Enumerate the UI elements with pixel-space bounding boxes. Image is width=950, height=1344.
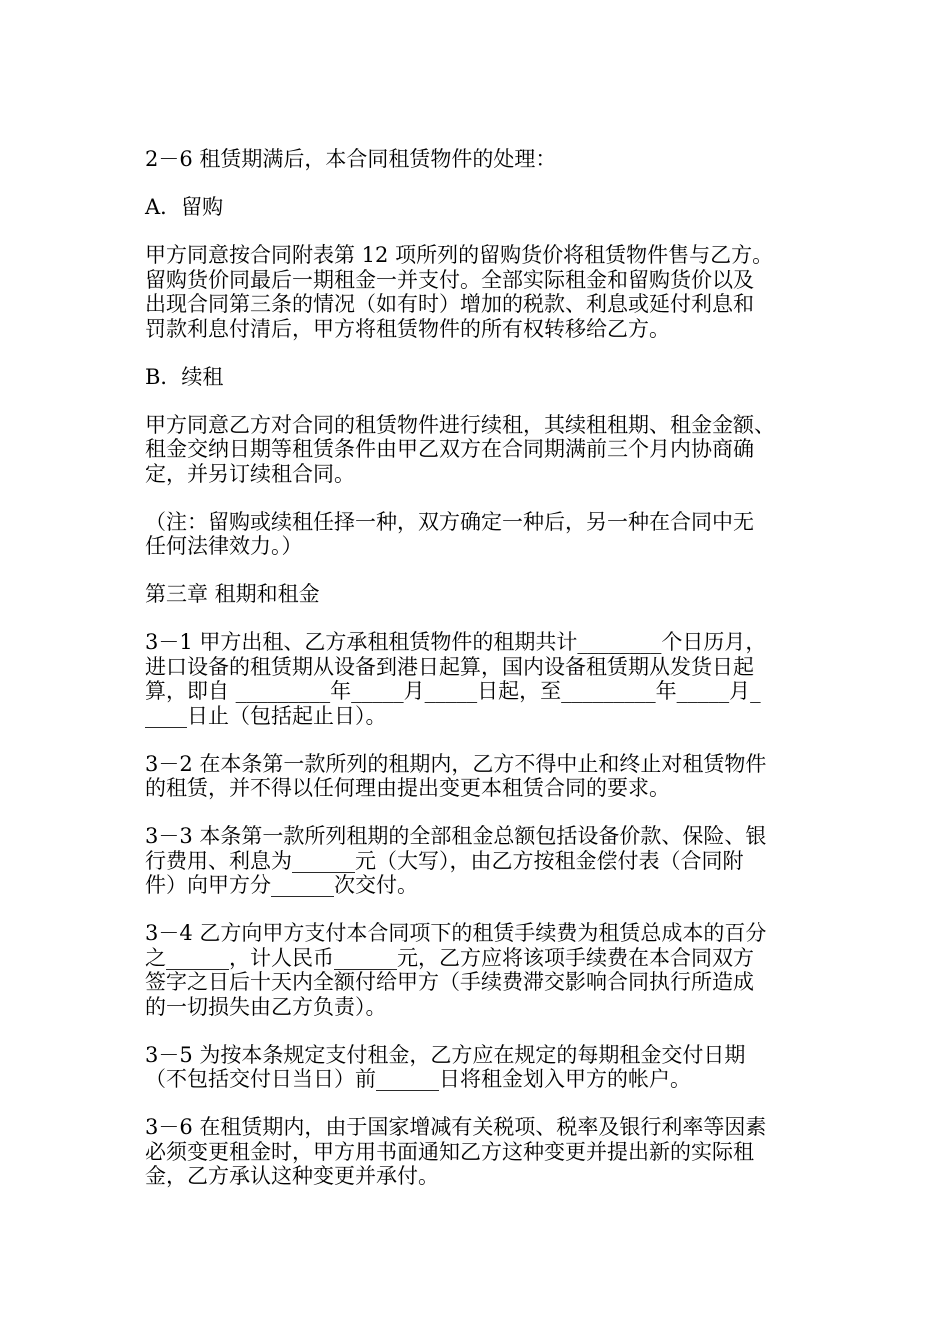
text-line: 3－2 在本条第一款所列的租期内，乙方不得中止和终止对租赁物件 [145, 751, 767, 776]
text-line: 甲方同意乙方对合同的租赁物件进行续租，其续租租期、租金金额、 [145, 412, 775, 437]
paragraph-option-a-heading [145, 195, 810, 220]
text-line: 3－6 在租赁期内，由于国家增减有关税项、税率及银行利率等因素 [145, 1115, 767, 1139]
paragraph-option-b-heading [145, 365, 810, 390]
paragraph-option-b-body [145, 413, 810, 487]
text-line: 签字之日后十天内全额付给甲方（手续费滞交影响合同执行所造成 [145, 970, 754, 994]
text-line: 2－6 租赁期满后，本合同租赁物件的处理： [145, 147, 557, 171]
text-line: 定，并另订续租合同。 [145, 461, 355, 486]
paragraph-clause-3-4 [145, 921, 810, 1019]
text-line: 罚款利息付清后，甲方将租赁物件的所有权转移给乙方。 [145, 316, 670, 341]
paragraph-clause-3-6 [145, 1115, 810, 1189]
text-line: 件）向甲方分______次交付。 [145, 873, 418, 897]
text-line: 甲方同意按合同附表第 12 项所列的留购货价将租赁物件售与乙方。 [145, 243, 774, 267]
text-line: 3－4 乙方向甲方支付本合同项下的租赁手续费为租赁总成本的百分 [145, 921, 767, 945]
text-line: 必须变更租金时，甲方用书面通知乙方这种变更并提出新的实际租 [145, 1139, 754, 1164]
text-line: 金，乙方承认这种变更并承付。 [145, 1164, 439, 1188]
text-line: 之______，计人民币______元，乙方应将该项手续费在本合同双方 [145, 945, 754, 970]
paragraph-note [145, 510, 810, 559]
text-line: 3－1 甲方出租、乙方承租租赁物件的租期共计________个日历月， [145, 630, 767, 654]
paragraph-clause-3-2 [145, 752, 810, 801]
text-line: 租金交纳日期等租赁条件由甲乙双方在合同期满前三个月内协商确 [145, 437, 754, 461]
text-line: ____日止（包括起止日）。 [145, 703, 387, 728]
paragraph-option-a-body [145, 243, 810, 341]
text-line: 算，即自 _________年_____月_____日起，至_________年_____月_ [145, 679, 761, 703]
text-line: 3－3 本条第一款所列租期的全部租金总额包括设备价款、保险、银 [145, 824, 767, 848]
text-line: B．续租 [145, 364, 224, 389]
text-line: 行费用、利息为______元（大写），由乙方按租金偿付表（合同附 [145, 848, 744, 873]
paragraph-clause-3-3 [145, 824, 810, 898]
text-line: （注：留购或续租任择一种，双方确定一种后，另一种在合同中无 [145, 509, 754, 534]
paragraph-chapter-3-heading [145, 582, 810, 607]
text-line: 的一切损失由乙方负责）。 [145, 994, 387, 1019]
text-line: 出现合同第三条的情况（如有时）增加的税款、利息或延付利息和 [145, 292, 754, 316]
text-line: （不包括交付日当日）前______日将租金划入甲方的帐户。 [145, 1067, 691, 1091]
paragraph-clause-3-1 [145, 630, 810, 728]
document-body [145, 147, 810, 1212]
text-line: 3－5 为按本条规定支付租金，乙方应在规定的每期租金交付日期 [145, 1042, 746, 1067]
text-line: 留购货价同最后一期租金一并支付。全部实际租金和留购货价以及 [145, 267, 754, 292]
text-line: A．留购 [145, 195, 224, 219]
text-line: 的租赁，并不得以任何理由提出变更本租赁合同的要求。 [145, 776, 670, 800]
paragraph-clause-2-6 [145, 147, 810, 172]
text-line: 任何法律效力。） [145, 534, 303, 558]
text-line: 第三章 租期和租金 [145, 582, 320, 606]
paragraph-clause-3-5 [145, 1043, 810, 1092]
text-line: 进口设备的租赁期从设备到港日起算，国内设备租赁期从发货日起 [145, 654, 754, 679]
